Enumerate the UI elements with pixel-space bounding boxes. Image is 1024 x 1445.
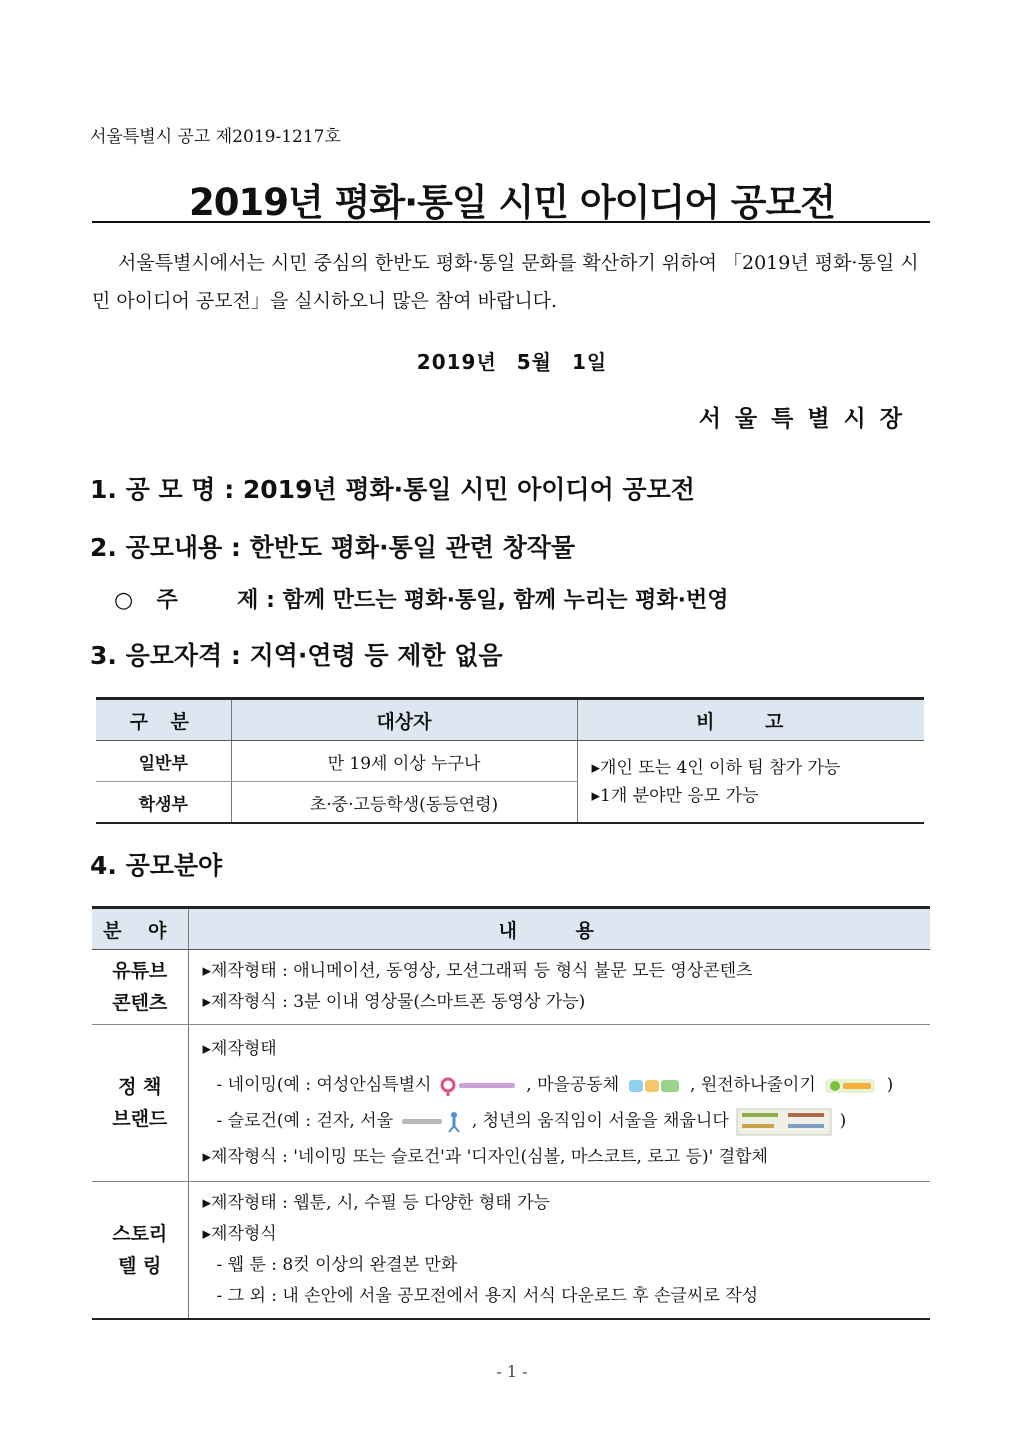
theme-value: 함께 만드는 평화·통일, 함께 누리는 평화·번영 [282,588,729,613]
content-line: - 그 외 : 내 손안에 서울 공모전에서 용지 서식 다운로드 후 손글씨로 작성 [216,1286,759,1306]
section-1-label: 1. 공 모 명 [90,475,216,504]
table-row [96,741,924,782]
theme-colon: : [266,588,283,613]
category-line: 텔 링 [118,1255,162,1277]
field-content-policy [188,1025,930,1182]
content-line: ▸제작형식 [202,1224,277,1244]
slogan-mid: , 청년의 움직임이 서울을 채웁니다 [471,1111,729,1131]
naming-prefix: - 네이밍(예 : 여성안심특별시 [216,1075,432,1095]
title-divider [92,221,930,223]
page-number: - 1 - [496,1362,528,1381]
slogan-example-line [203,1103,931,1139]
section-3-label: 3. 응모자격 [90,641,223,670]
field-header-row [92,908,930,950]
content-line: ▸제작형태 : 웹툰, 시, 수필 등 다양한 형태 가능 [202,1193,550,1213]
naming-example-line [203,1067,931,1103]
division-cell: 일반부 [96,741,231,782]
target-cell: 만 19세 이상 누구나 [231,741,577,782]
eligibility-header-note: 비 고 [577,699,924,741]
section-2-title [90,528,575,564]
field-category-policy [92,1025,188,1182]
section-2-value: 한반도 평화·통일 관련 창작물 [249,533,576,562]
content-line: - 웹 툰 : 8컷 이상의 완결본 만화 [216,1255,458,1275]
field-category-story [92,1182,188,1320]
content-line: ▸제작형식 : '네이밍 또는 슬로건'과 '디자인(심볼, 마스코트, 로고 등)' 결합체 [202,1147,768,1167]
intro-paragraph: 서울특별시에서는 시민 중심의 한반도 평화·통일 문화를 확산하기 위하여 「2019년 평화·통일 시민 아이디어 공모전」을 실시하오니 많은 참여 바랍니다. [92,252,919,312]
naming-mid-2: , 원전하나줄이기 [690,1075,816,1095]
section-2-colon: : [230,533,250,562]
note-line: ▸1개 분야만 응모 가능 [591,785,759,806]
content-line: ▸제작형태 [202,1039,277,1059]
target-cell: 초·중·고등학생(동등연령) [231,782,577,824]
field-header-category: 분 야 [92,908,188,950]
field-content-youtube [188,950,930,1025]
table-row [92,950,930,1025]
content-line: ▸제작형태 : 애니메이션, 동영상, 모션그래픽 등 형식 불문 모든 영상콘텐츠 [202,961,753,981]
womens-safety-city-logo-icon [439,1075,519,1097]
section-1-value: 2019년 평화·통일 시민 아이디어 공모전 [242,475,695,504]
section-4-title: 4. 공모분야 [90,851,223,880]
slogan-suffix: ) [839,1111,847,1131]
slogan-prefix: - 슬로건(예 : 걷자, 서울 [216,1111,393,1131]
issuer-name: 서울특별시장 [698,406,916,432]
date-year: 2019년 [416,350,497,374]
table-row [92,1182,930,1320]
eligibility-header-row [96,699,924,741]
division-cell: 학생부 [96,782,231,824]
eligibility-table [96,697,924,824]
category-line: 콘텐츠 [112,992,168,1014]
walk-seoul-logo-icon [400,1110,464,1134]
note-line: ▸개인 또는 4인 이하 팀 참가 가능 [591,757,841,778]
theme-bullet: ○ [114,588,134,613]
eligibility-notes [577,741,924,824]
section-2-label: 2. 공모내용 [90,533,223,562]
category-line: 스토리 [112,1223,168,1245]
naming-suffix: ) [886,1075,894,1095]
category-line: 유튜브 [112,960,168,982]
naming-mid-1: , 마을공동체 [526,1075,620,1095]
section-3-value: 지역·연령 등 제한 없음 [249,641,503,670]
document-title: 2019년 평화·통일 시민 아이디어 공모전 [189,181,835,224]
eligibility-header-division: 구 분 [96,699,231,741]
theme-line [114,583,728,614]
date-month: 5월 [516,350,552,374]
category-line: 브랜드 [112,1108,168,1130]
section-1-colon: : [224,475,243,504]
youth-movement-slogan-image-icon [736,1108,832,1136]
notice-date [0,346,1024,375]
content-line: ▸제작형식 : 3분 이내 영상물(스마트폰 동영상 가능) [202,992,586,1012]
eligibility-header-target: 대상자 [231,699,577,741]
section-3-title [90,636,503,672]
date-day: 1일 [571,350,608,374]
notice-number: 서울특별시 공고 제2019-1217호 [90,127,341,147]
section-1-title [90,470,695,506]
village-community-logo-icon [627,1075,683,1097]
one-less-nuclear-plant-logo-icon [823,1075,879,1097]
field-category-youtube [92,950,188,1025]
theme-label-a: 주 [156,588,178,613]
field-header-content: 내 용 [188,908,930,950]
field-content-story [188,1182,930,1320]
field-table [92,906,930,1320]
section-3-colon: : [230,641,250,670]
table-row [92,1025,930,1182]
theme-label-b: 제 [237,588,259,613]
category-line: 정 책 [118,1076,162,1098]
